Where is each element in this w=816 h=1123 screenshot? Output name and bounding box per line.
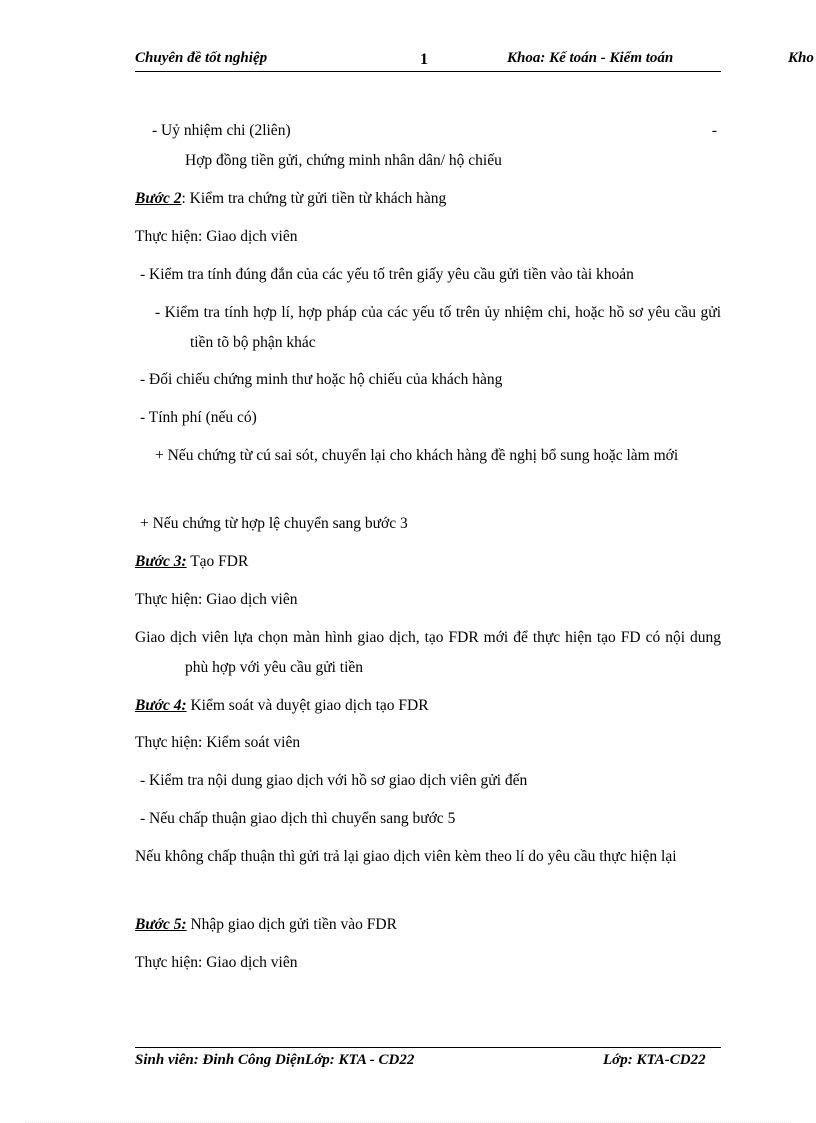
line-uy-nhiem-chi-text: - Uỷ nhiệm chi (2liên) [152, 122, 291, 139]
header-right-overflow: Kho [788, 50, 814, 66]
step2-heading [135, 184, 721, 214]
footer-student: Sinh viên: Đinh Công DiệnLớp: KTA - CD22 [135, 1052, 415, 1068]
step3-title: Tạo FDR [186, 553, 249, 570]
line-hop-dong: Hợp đồng tiền gửi, chứng minh nhân dân/ hộ chiếu [185, 152, 502, 169]
header-left: Chuyên đề tốt nghiệp [135, 50, 268, 66]
step3-description: Giao dịch viên lựa chọn màn hình giao dịch, tạo FDR mới để thực hiện tạo FD có nội dung phù hợp với yêu cầu gửi tiền [135, 629, 721, 676]
line-dash: - [711, 122, 717, 139]
header-rule [135, 71, 721, 72]
step2-title: : Kiểm tra chứng từ gửi tiền từ khách hàng [181, 190, 447, 207]
step2-actor: Thực hiện: Giao dịch viên [135, 228, 298, 245]
step2-item-3: - Đối chiếu chứng minh thư hoặc hộ chiếu của khách hàng [140, 371, 503, 388]
step2-item-6: + Nếu chứng từ hợp lệ chuyển sang bước 3 [140, 515, 408, 532]
step2-item-1: - Kiểm tra tính đúng đắn của các yếu tố trên giấy yêu cầu gửi tiền vào tài khoản [140, 266, 634, 283]
step5-title: Nhập giao dịch gửi tiền vào FDR [186, 916, 397, 933]
footer-rule [135, 1047, 721, 1048]
header-center: Khoa: Kế toán - Kiểm toán [507, 50, 674, 66]
step4-label: Bước 4: [135, 697, 187, 714]
step3-heading [135, 547, 721, 577]
step4-item-2: - Nếu chấp thuận giao dịch thì chuyển sang bước 5 [140, 810, 456, 827]
step5-heading [135, 910, 721, 940]
step3-actor: Thực hiện: Giao dịch viên [135, 591, 298, 608]
step4-actor: Thực hiện: Kiểm soát viên [135, 734, 301, 751]
step4-heading [135, 691, 721, 721]
page-number: 1 [420, 51, 428, 68]
step2-item-2: - Kiểm tra tính hợp lí, hợp pháp của các yếu tố trên ủy nhiệm chi, hoặc hồ sơ yêu cầu gửi tiền tõ bộ phận khác [155, 304, 721, 351]
step4-title: Kiểm soát và duyệt giao dịch tạo FDR [186, 697, 429, 714]
step2-label: Bước 2 [135, 190, 182, 207]
step2-item-5: + Nếu chứng từ cú sai sót, chuyển lại cho khách hàng đề nghị bổ sung hoặc làm mới [155, 447, 679, 464]
step5-actor: Thực hiện: Giao dịch viên [135, 954, 298, 971]
step3-label: Bước 3: [135, 553, 187, 570]
line-uy-nhiem-chi [152, 116, 721, 146]
step5-label: Bước 5: [135, 916, 187, 933]
step4-item-1: - Kiểm tra nội dung giao dịch với hồ sơ giao dịch viên gửi đến [140, 772, 528, 789]
step4-item-3: Nếu không chấp thuận thì gửi trả lại giao dịch viên kèm theo lí do yêu cầu thực hiện lại [135, 848, 677, 865]
footer-class: Lớp: KTA-CD22 [603, 1052, 706, 1068]
step2-item-4: - Tính phí (nếu có) [140, 409, 257, 426]
